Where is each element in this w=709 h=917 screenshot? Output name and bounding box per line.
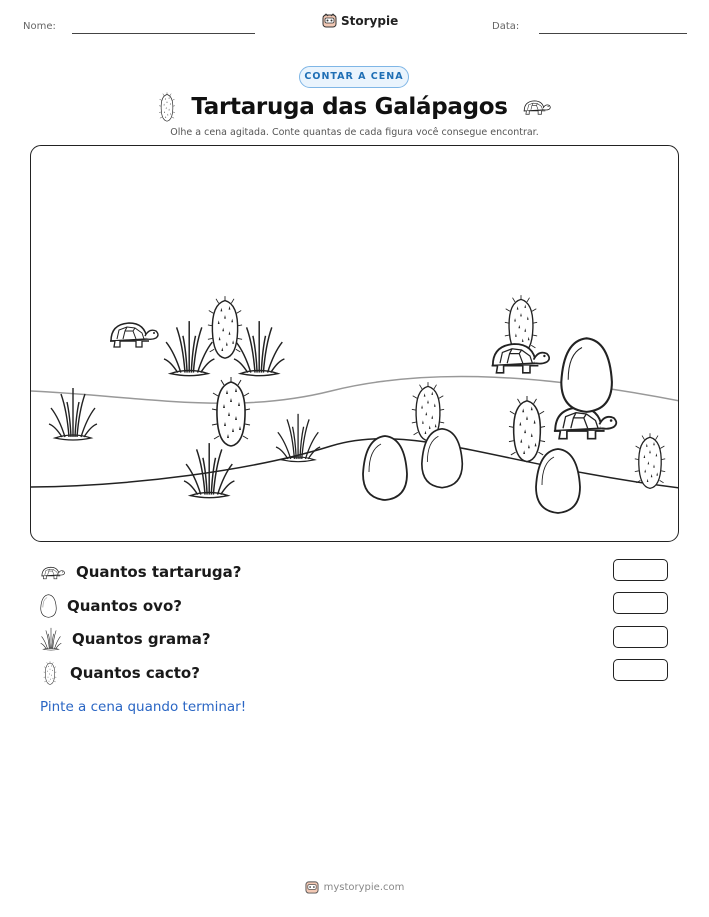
question-text: Quantos grama? [72,630,211,648]
question-row-grass [40,627,211,651]
cactus-icon [635,433,665,488]
brand-name: Storypie [341,13,399,28]
cactus-icon [208,296,242,358]
scene-frame[interactable] [30,145,679,542]
brand [322,13,398,28]
grass-icon [234,321,284,376]
turtle-icon [40,564,66,581]
question-text: Quantos tartaruga? [76,563,242,581]
question-text: Quantos ovo? [67,597,182,615]
date-label: Data: [492,21,520,32]
ground-line-front [31,439,679,488]
egg-icon [363,436,407,500]
grass-icon [164,321,214,376]
name-line[interactable] [72,33,255,34]
turtle-icon [110,323,158,347]
cactus-icon [509,396,545,462]
storypie-logo-icon [305,880,319,894]
question-row-cactus [40,661,200,685]
turtle-icon [522,97,552,117]
cactus-icon [212,377,250,446]
coloring-note: Pinte a cena quando terminar! [40,699,247,715]
cactus-icon [40,661,60,685]
title-row [0,92,709,122]
page-subtitle: Olhe a cena agitada. Conte quantas de cada figura você consegue encontrar. [170,127,539,138]
answer-box-turtle[interactable] [613,559,668,581]
footer-url[interactable]: mystorypie.com [323,881,405,893]
egg-icon [561,338,612,412]
cactus-icon [157,92,177,122]
answer-box-egg[interactable] [613,592,668,614]
question-text: Quantos cacto? [70,664,200,682]
name-label: Nome: [23,21,56,32]
footer [0,880,709,894]
page-title: Tartaruga das Galápagos [191,94,508,120]
grass-icon [40,627,62,651]
question-row-egg [40,594,182,618]
answer-box-grass[interactable] [613,626,668,648]
egg-icon [40,594,57,618]
date-line[interactable] [539,33,687,34]
turtle-icon [492,344,550,373]
answer-box-cactus[interactable] [613,659,668,681]
activity-badge: CONTAR A CENA [299,66,409,88]
grass-icon [49,388,97,440]
egg-icon [536,449,580,513]
storypie-logo-icon [322,13,337,28]
scene-illustration [31,146,679,542]
grass-icon [276,414,320,462]
question-row-turtle [40,560,241,584]
egg-icon [422,429,462,488]
